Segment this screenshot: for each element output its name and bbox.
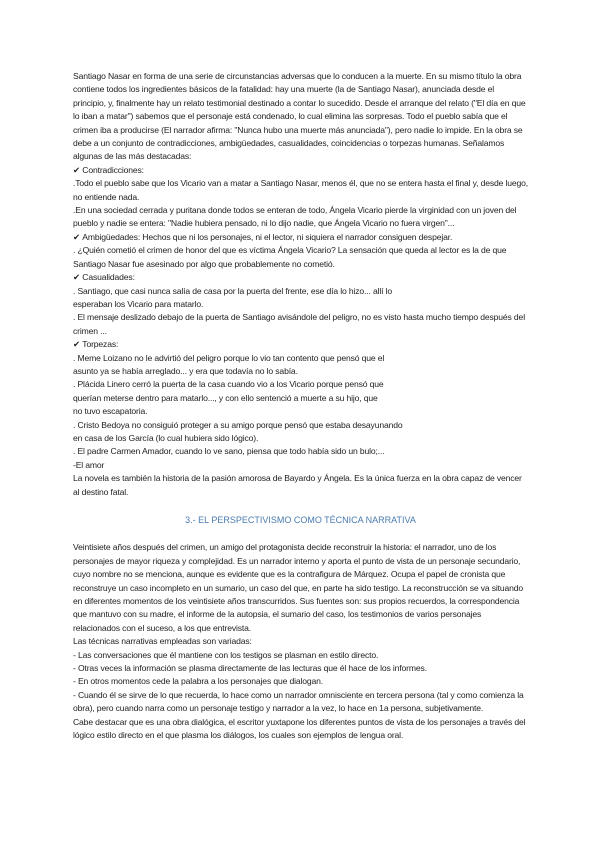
torpeza-item: . El padre Carmen Amador, cuando lo ve sano, piensa que todo había sido un bulo;... xyxy=(73,446,385,457)
section-line: Las técnicas narrativas empleadas son variadas: xyxy=(73,636,252,647)
contradicciones-heading: ✔ Contradicciones: xyxy=(73,164,528,177)
contradiccion-item: .En una sociedad cerrada y puritana donde todos se enteran de todo, Ángela Vicario pierde la virginidad con un joven del pueblo y nadie se entera: "Nadie hubiera pensado, ni lo dijo nadie, que Ángela Vicario no fuera virgen"... xyxy=(73,205,517,229)
contradiccion-item: .Todo el pueblo sabe que los Vicario van a matar a Santiago Nasar, menos él, que no se entera hasta el final y, desde luego, no entiende nada. xyxy=(73,178,528,202)
section-line: - Cuando él se sirve de lo que recuerda, lo hace como un narrador omnisciente en tercera persona (tal y como comienza la obra), pero cuando narra como un personaje testigo y narrador a la vez, lo hace en 1a persona, subjetivamente. xyxy=(73,689,524,714)
torpeza-item: asunto ya se había arreglado... y era que todavía no lo sabía. xyxy=(73,365,298,376)
intro-paragraph: Santiago Nasar en forma de una serie de circunstancias adversas que lo conducen a la muerte. En su mismo título la obra contiene todos los ingredientes básicos de la fatalidad: hay una muerte (la de Santiago Nasar), anunciada desde el principio, y, finalmente hay un relato testimonial destinado a contar lo sucedido. Desde el arranque del relato ("El día en que lo iban a matar") sabemos que el personaje está condenado, lo cual elimina las sorpresas. Todo el pueblo sabía que el crimen iba a producirse (El narrador afirma: "Nunca hubo una muerte más anunciada"), pero nadie lo impide. En la obra se debe a un conjunto de contradicciones, ambigüedades, casualidades, coincidencias o torpezas humanas. Señalamos algunas de las más destacadas: xyxy=(73,71,526,162)
torpeza-item: . Cristo Bedoya no consiguió proteger a su amigo porque pensó que estaba desayunando xyxy=(73,419,403,430)
document-page xyxy=(73,70,528,743)
torpezas-heading: ✔ Torpezas: xyxy=(73,338,528,351)
torpeza-item: no tuvo escapatoria. xyxy=(73,406,148,417)
section-line: - En otros momentos cede la palabra a los personajes que dialogan. xyxy=(73,676,323,687)
section-line: Cabe destacar que es una obra dialógica, el escritor yuxtapone los diferentes puntos de vista de los personajes a través del lógico estilo directo en el que plasma los diálogos, los cuales son ejemplos de lengua oral. xyxy=(73,716,526,741)
casualidad-item: . El mensaje deslizado debajo de la puerta de Santiago avisándole del peligro, no es visto hasta mucho tiempo después del crimen ... xyxy=(73,312,525,336)
torpeza-item: en casa de los García (lo cual hubiera sido lógico). xyxy=(73,432,259,443)
casualidad-item: . Santiago, que casi nunca salía de casa por la puerta del frente, ese día lo hizo... allí lo xyxy=(73,285,393,296)
torpeza-item: . Plácida Linero cerró la puerta de la casa cuando vio a los Vicario porque pensó que xyxy=(73,379,384,390)
torpeza-item: querían meterse dentro para matarlo..., y con ello sentenció a muerte a su hijo, que xyxy=(73,392,378,403)
ambiguedades-heading: ✔ Ambigüedades: Hechos que ni los personajes, ni el lector, ni siquiera el narrador consiguen despejar. xyxy=(73,231,528,244)
ambiguedad-item: . ¿Quién cometió el crimen de honor del que es víctima Ángela Vicario? La sensación que queda al lector es la de que Santiago Nasar fue asesinado por algo que probablemente no cometió. xyxy=(73,245,507,269)
section-paragraph: Veintisiete años después del crimen, un amigo del protagonista decide reconstruir la historia: el narrador, uno de los personajes de mayor riqueza y complejidad. Es un narrador interno y aporta el punto de vista de un personaje secundario, cuyo nombre no se menciona, aunque es evidente que es la contrafigura de Márquez. Ocupa el papel de cronista que reconstruye un caso incompleto en un sumario, un caso del que, en parte ha sido testigo. La reconstrucción se va situando en diferentes momentos de los veintisiete años transcurridos. Sus fuentes son: sus propios recuerdos, la correspondencia que mantuvo con su madre, el informe de la autopsia, el sumario del caso, los testimonios de varios personajes relacionados con el suceso, a los que entrevista. xyxy=(73,542,524,633)
section-line: - Otras veces la información se plasma directamente de las lecturas que él hace de los informes. xyxy=(73,663,427,674)
section-line: - Las conversaciones que él mantiene con los testigos se plasman en estilo directo. xyxy=(73,649,379,660)
amor-paragraph: La novela es también la historia de la pasión amorosa de Bayardo y Ángela. Es la única fuerza en la obra capaz de vencer al destino fatal. xyxy=(73,473,522,497)
amor-heading: -El amor xyxy=(73,459,105,470)
section-heading: 3.- EL PERSPECTIVISMO COMO TÉCNICA NARRATIVA xyxy=(185,515,416,525)
casualidades-heading: ✔ Casualidades: xyxy=(73,271,528,284)
casualidad-item: esperaban los Vicario para matarlo. xyxy=(73,298,204,309)
torpeza-item: . Meme Loizano no le advirtió del peligro porque lo vio tan contento que pensó que el xyxy=(73,352,385,363)
